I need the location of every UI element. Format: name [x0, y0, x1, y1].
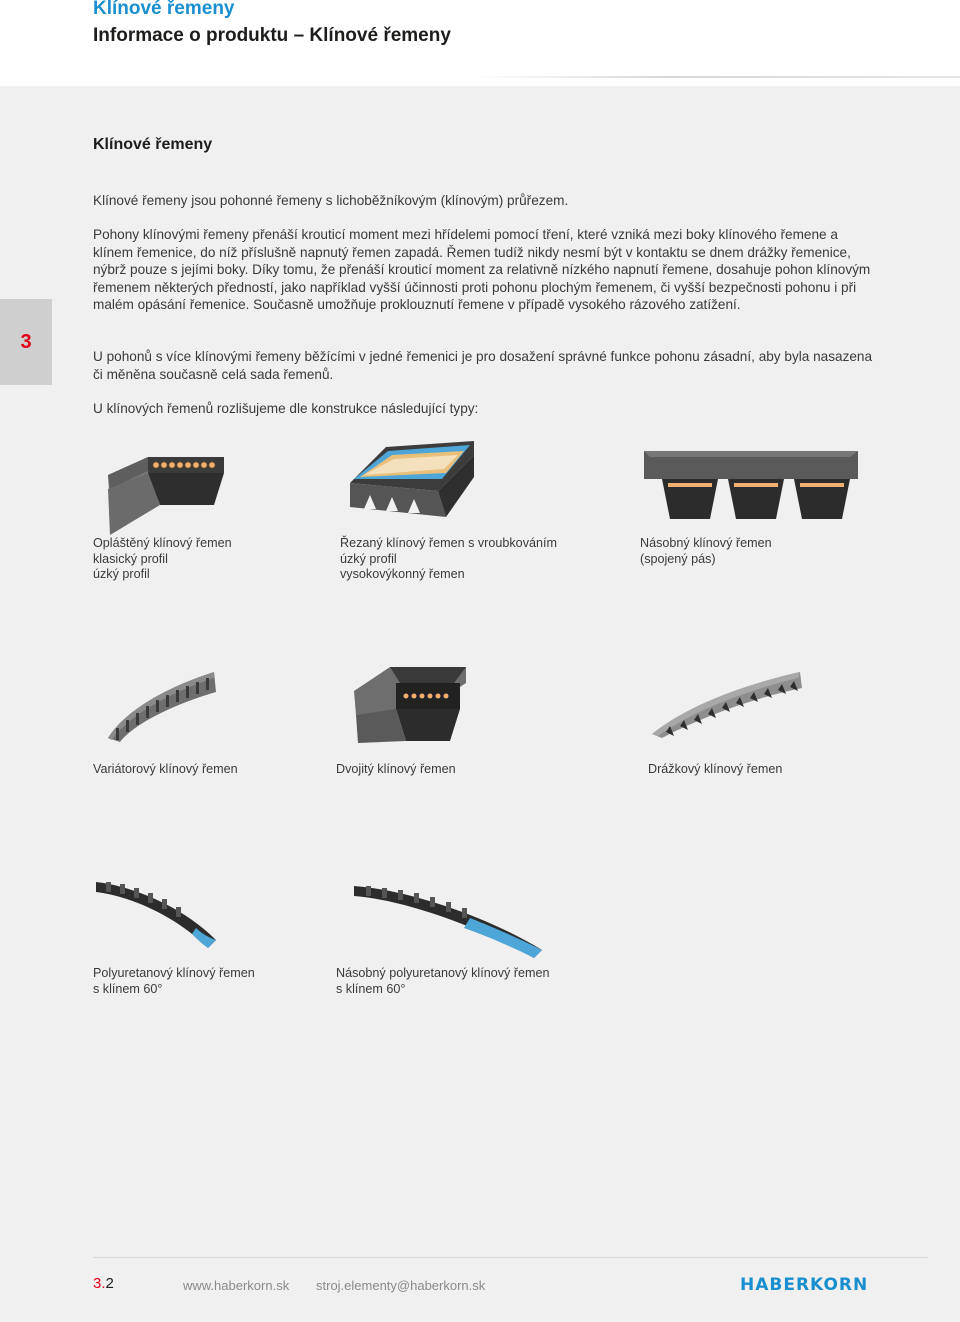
page-number	[93, 1275, 114, 1292]
header-title: Informace o produktu – Klínové řemeny	[93, 25, 451, 46]
header-category: Klínové řemeny	[93, 0, 235, 19]
pu-v-belt-icon	[92, 876, 222, 952]
caption-banded-v-belt	[640, 536, 772, 567]
footer-divider	[93, 1257, 928, 1258]
caption-variable-speed-belt	[93, 762, 238, 778]
page-header	[0, 0, 960, 86]
chapter-number: 3	[20, 331, 32, 353]
caption-line: klasický profil	[93, 551, 168, 566]
caption-line: s klínem 60°	[93, 981, 163, 996]
paragraph-principle: Pohony klínovými řemeny přenáší krouticí moment mezi hřídelemi pomocí tření, které vzniká mezi boky klínového řemene a klínem řemenice, do níž příslušně napnutý řemen zapadá. Řemen tudíž nikdy nesmí být v kontaktu se dnem drážky řemenice, nýbrž pouze s jejími boky. Díky tomu, že přenáší krouticí moment za relativně nízkého napnutí řemene, dosahuje pohon klínovým řemenem některých předností, jako například vyšší účinnosti proti pohonu plochým řemenem, či vyšší bezpečnosti pohonu i při malém opásání řemenice. Současně umožňuje proklouznutí řemene v případě vysokého rázového zatížení.	[93, 227, 871, 312]
website-link[interactable]: www.haberkorn.sk	[183, 1278, 290, 1293]
paragraph-multi-belt: U pohonů s více klínovými řemeny běžícími v jedné řemenici je pro dosažení správné funkce pohonu zásadní, aby byla nasazena či měněna současně celá sada řemenů.	[93, 349, 873, 382]
paragraph-intro: Klínové řemeny jsou pohonné řemeny s lichoběžníkovým (klínovým) průřezem.	[93, 193, 569, 208]
email-link[interactable]: stroj.elementy@haberkorn.sk	[316, 1278, 486, 1293]
caption-cogged-v-belt	[340, 536, 557, 583]
paragraph-types-intro: U klínových řemenů rozlišujeme dle konstrukce následující typy:	[93, 401, 479, 416]
caption-line: Dvojitý klínový řemen	[336, 762, 456, 776]
caption-line: (spojený pás)	[640, 551, 716, 566]
caption-line: Polyuretanový klínový řemen	[93, 966, 255, 980]
chapter-tab	[0, 299, 52, 385]
pu-banded-v-belt-icon	[350, 878, 546, 960]
wrapped-v-belt-icon	[106, 447, 226, 543]
section-title: Klínové řemeny	[93, 136, 213, 153]
haberkorn-logo: HABERKORN	[740, 1275, 869, 1295]
caption-line: Drážkový klínový řemen	[648, 762, 783, 776]
caption-line: úzký profil	[93, 567, 150, 581]
caption-pu-banded-v-belt	[336, 966, 550, 997]
page-chapter: 3.	[93, 1275, 106, 1292]
caption-line: Násobný polyuretanový klínový řemen	[336, 966, 550, 980]
caption-ribbed-belt	[648, 762, 782, 778]
caption-line: Variátorový klínový řemen	[93, 762, 238, 776]
caption-wrapped-v-belt	[93, 536, 232, 583]
caption-line: s klínem 60°	[336, 981, 406, 996]
banded-v-belt-icon	[640, 447, 862, 523]
caption-line: Řezaný klínový řemen s vroubkováním	[340, 536, 557, 550]
header-divider	[470, 76, 960, 78]
page-index: 2	[105, 1275, 114, 1292]
cogged-v-belt-icon	[346, 433, 476, 523]
caption-pu-v-belt	[93, 966, 255, 997]
variable-speed-belt-icon	[104, 668, 218, 744]
caption-line: Opláštěný klínový řemen	[93, 536, 232, 550]
ribbed-belt-icon	[648, 668, 804, 740]
caption-line: úzký profil	[340, 551, 397, 566]
caption-double-v-belt	[336, 762, 456, 778]
double-v-belt-icon	[350, 663, 470, 745]
caption-line: vysokovýkonný řemen	[340, 567, 465, 581]
caption-line: Násobný klínový řemen	[640, 536, 772, 550]
